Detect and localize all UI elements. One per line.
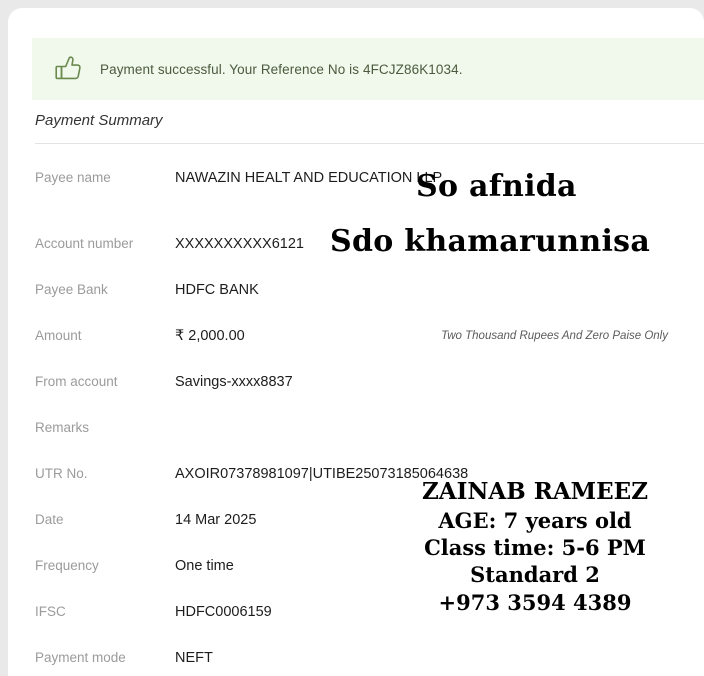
row-label: From account [35, 374, 118, 389]
success-banner [32, 38, 704, 100]
row-label: Remarks [35, 420, 90, 435]
row-label: IFSC [35, 604, 66, 619]
success-message: Payment successful. Your Reference No is 4FCJZ86K1034. [100, 61, 463, 77]
annotation-student-details [380, 478, 690, 616]
summary-row-amount [35, 326, 696, 372]
row-value: ₹ 2,000.00 [175, 328, 245, 344]
row-value: XXXXXXXXXX6121 [175, 236, 304, 252]
row-value: Savings-xxxx8837 [175, 374, 293, 390]
row-label: Account number [35, 236, 134, 251]
row-label: Payment mode [35, 650, 126, 665]
row-value: NAWAZIN HEALT AND EDUCATION LLP [175, 170, 443, 186]
section-title: Payment Summary [35, 112, 163, 129]
row-value: NEFT [175, 650, 213, 666]
row-value: 14 Mar 2025 [175, 512, 257, 528]
annotation-age: AGE: 7 years old [438, 507, 632, 533]
row-label: UTR No. [35, 466, 88, 481]
annotation-class-time: Class time: 5-6 PM [424, 535, 646, 561]
summary-row-payment-mode [35, 648, 696, 676]
amount-in-words: Two Thousand Rupees And Zero Paise Only [441, 330, 668, 342]
annotation-student-name: ZAINAB RAMEEZ [422, 478, 648, 505]
annotation-phone: +973 3594 4389 [438, 589, 632, 615]
annotation-standard: Standard 2 [470, 562, 600, 588]
thumbs-up-icon [52, 52, 86, 86]
row-label: Payee Bank [35, 282, 108, 297]
row-value: HDFC0006159 [175, 604, 272, 620]
section-divider [35, 143, 704, 144]
row-value: HDFC BANK [175, 282, 259, 298]
row-label: Payee name [35, 170, 111, 185]
annotation-name-line-2: Sdo khamarunnisa [330, 224, 651, 259]
summary-row-remarks [35, 418, 696, 464]
row-label: Frequency [35, 558, 99, 573]
payment-receipt-card [8, 8, 704, 676]
row-value: One time [175, 558, 234, 574]
summary-row-payee-bank [35, 280, 696, 326]
row-label: Amount [35, 328, 82, 343]
annotation-name-line-1: So afnida [416, 169, 577, 204]
row-label: Date [35, 512, 64, 527]
summary-row-from-account [35, 372, 696, 418]
row-value: AXOIR07378981097|UTIBE25073185064638 [175, 466, 469, 482]
